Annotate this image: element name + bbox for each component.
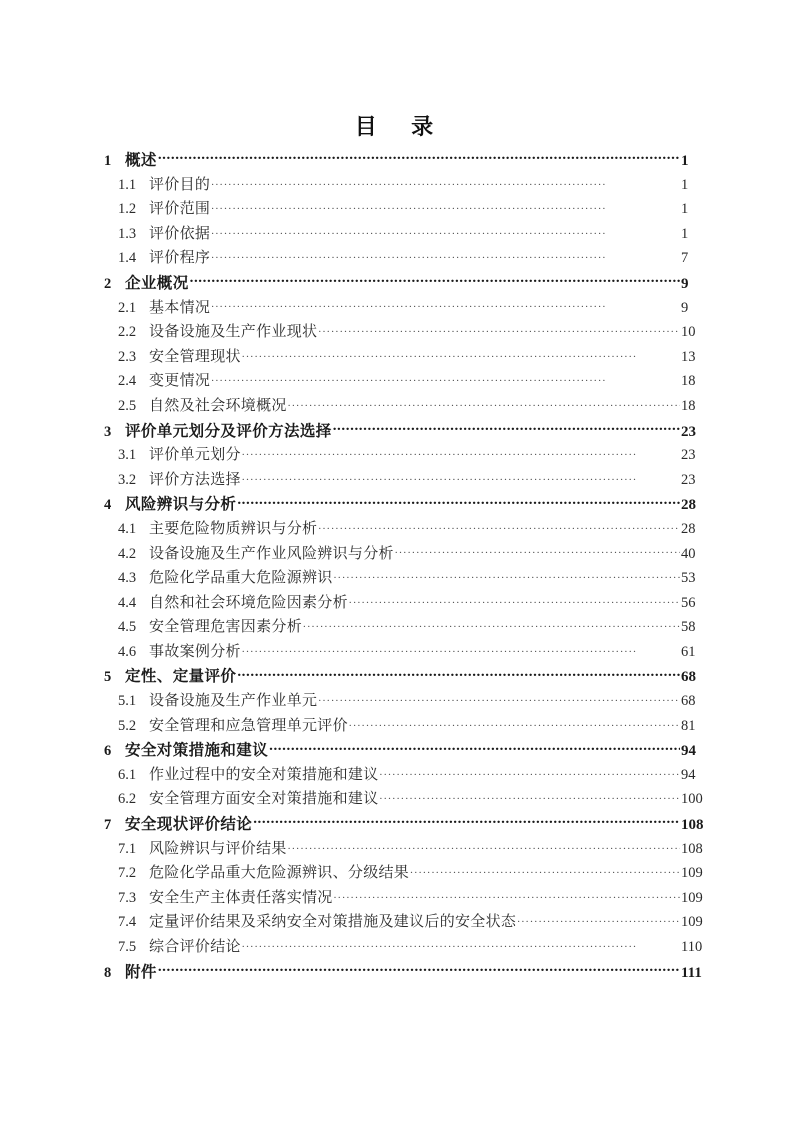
toc-entry[interactable] <box>104 935 707 960</box>
toc-entry-page-number: 23 <box>681 447 696 464</box>
toc-entry[interactable] <box>104 837 707 862</box>
toc-entry-number: 1.1 <box>118 176 137 193</box>
toc-entry[interactable] <box>104 738 707 763</box>
toc-dot-leader <box>242 936 680 951</box>
toc-entry-label: 危险化学品重大危险源辨识 <box>149 570 333 587</box>
toc-entry-number: 7.1 <box>118 840 137 857</box>
toc-dot-leader <box>288 395 680 410</box>
toc-entry-number: 4.5 <box>118 619 137 636</box>
toc-entry-label: 设备设施及生产作业风险辨识与分析 <box>149 545 394 562</box>
toc-entry-number: 2.4 <box>118 373 137 390</box>
toc-entry-page-number: 9 <box>681 275 689 292</box>
toc-entry-number: 2.3 <box>118 348 137 365</box>
toc-dot-leader <box>190 272 680 288</box>
toc-entry[interactable] <box>104 960 707 985</box>
toc-dot-leader <box>334 887 680 902</box>
toc-entry-page-number: 100 <box>681 791 703 808</box>
toc-entry[interactable] <box>104 542 707 567</box>
toc-dot-leader <box>288 838 680 853</box>
toc-dot-leader <box>318 518 680 533</box>
toc-entry-page-number: 81 <box>681 717 696 734</box>
toc-entry-page-number: 1 <box>681 201 689 218</box>
toc-entry[interactable] <box>104 296 707 321</box>
toc-entry-label: 安全生产主体责任落实情况 <box>149 889 333 906</box>
toc-entry-page-number: 109 <box>681 889 703 906</box>
toc-entry[interactable] <box>104 812 707 837</box>
toc-entry-number: 5.2 <box>118 717 137 734</box>
toc-entry-number: 3 <box>104 423 112 440</box>
toc-dot-leader <box>211 297 680 312</box>
toc-entry-number: 4.6 <box>118 643 137 660</box>
toc-entry-number: 1.4 <box>118 250 137 267</box>
toc-entry-label: 安全管理和应急管理单元评价 <box>149 717 348 734</box>
toc-entry-label: 安全管理现状 <box>149 348 241 365</box>
toc-entry-label: 风险辨识与分析 <box>125 496 237 514</box>
toc-entry-page-number: 110 <box>681 939 703 955</box>
toc-entry-number: 2.5 <box>118 397 137 414</box>
toc-entry-number: 3.1 <box>118 447 137 464</box>
toc-entry-label: 事故案例分析 <box>149 643 241 660</box>
toc-entry-label: 评价程序 <box>149 250 211 267</box>
toc-dot-leader <box>517 911 680 926</box>
toc-entry-number: 6 <box>104 743 112 760</box>
toc-dot-leader <box>253 814 680 830</box>
toc-entry-label: 安全管理危害因素分析 <box>149 619 303 636</box>
toc-entry-number: 4.3 <box>118 570 137 587</box>
toc-dot-leader <box>242 444 680 459</box>
toc-entry-page-number: 111 <box>681 964 702 981</box>
toc-entry-label: 评价单元划分 <box>149 447 241 464</box>
toc-entry-label: 评价方法选择 <box>149 471 241 488</box>
toc-entry[interactable] <box>104 664 707 689</box>
toc-dot-leader <box>211 223 680 238</box>
toc-entry-page-number: 7 <box>681 250 689 267</box>
toc-dot-leader <box>349 715 680 730</box>
toc-entry-page-number: 94 <box>681 766 696 783</box>
toc-entry-label: 安全现状评价结论 <box>125 816 253 834</box>
toc-dot-leader <box>410 862 680 877</box>
toc-entry-number: 5.1 <box>118 693 137 710</box>
toc-entry-page-number: 108 <box>681 840 703 857</box>
toc-entry[interactable] <box>104 640 707 665</box>
toc-entry-number: 1.3 <box>118 225 137 242</box>
toc-entry-number: 1.2 <box>118 201 137 218</box>
toc-entry-label: 评价范围 <box>149 201 211 218</box>
toc-dot-leader <box>158 150 680 166</box>
toc-entry-page-number: 68 <box>681 693 696 710</box>
toc-entry-page-number: 28 <box>681 520 696 537</box>
toc-entry-label: 附件 <box>125 963 157 981</box>
toc-entry[interactable] <box>104 369 707 394</box>
toc-dot-leader <box>211 247 680 262</box>
toc-entry-page-number: 13 <box>681 348 696 365</box>
toc-dot-leader <box>303 616 680 631</box>
toc-entry[interactable] <box>104 197 707 222</box>
toc-entry[interactable] <box>104 763 707 788</box>
toc-entry[interactable] <box>104 271 707 296</box>
toc-entry[interactable] <box>104 787 707 812</box>
toc-entry[interactable] <box>104 689 707 714</box>
toc-entry[interactable] <box>104 394 707 419</box>
toc-entry-number: 7.3 <box>118 889 137 906</box>
toc-entry-page-number: 23 <box>681 471 696 488</box>
toc-dot-leader <box>269 740 680 756</box>
toc-entry-number: 8 <box>104 964 112 981</box>
toc-entry-number: 7 <box>104 817 112 834</box>
toc-entry-label: 评价单元划分及评价方法选择 <box>125 422 332 440</box>
toc-entry[interactable] <box>104 443 707 468</box>
toc-entry-label: 自然和社会环境危险因素分析 <box>149 594 348 611</box>
toc-entry-label: 评价目的 <box>149 176 211 193</box>
toc-entry[interactable] <box>104 246 707 271</box>
toc-dot-leader <box>237 666 680 682</box>
toc-entry[interactable] <box>104 222 707 247</box>
toc-entry-page-number: 18 <box>681 373 696 390</box>
toc-entry-number: 6.1 <box>118 766 137 783</box>
toc-dot-leader <box>242 469 680 484</box>
toc-entry-number: 6.2 <box>118 791 137 808</box>
toc-entry-label: 危险化学品重大危险源辨识、分级结果 <box>149 865 410 882</box>
toc-entry-page-number: 58 <box>681 619 696 636</box>
toc-entry-number: 4.4 <box>118 594 137 611</box>
toc-entry[interactable] <box>104 148 707 173</box>
table-of-contents <box>0 148 794 984</box>
toc-dot-leader <box>318 690 680 705</box>
toc-entry-page-number: 10 <box>681 324 696 341</box>
toc-entry-label: 定量评价结果及采纳安全对策措施及建议后的安全状态 <box>149 914 517 931</box>
toc-dot-leader <box>333 420 680 436</box>
toc-entry-label: 评价依据 <box>149 225 211 242</box>
toc-entry-number: 1 <box>104 153 112 169</box>
toc-entry[interactable] <box>104 345 707 370</box>
toc-entry-number: 4.1 <box>118 520 137 537</box>
toc-dot-leader <box>334 567 680 582</box>
toc-entry-page-number: 109 <box>681 865 703 882</box>
toc-dot-leader <box>211 198 680 213</box>
toc-dot-leader <box>237 494 680 510</box>
toc-entry-page-number: 61 <box>681 643 696 660</box>
toc-entry-label: 安全对策措施和建议 <box>125 742 269 760</box>
toc-entry-label: 自然及社会环境概况 <box>149 397 287 414</box>
toc-dot-leader <box>380 788 680 803</box>
toc-entry[interactable] <box>104 714 707 739</box>
toc-entry-label: 风险辨识与评价结果 <box>149 840 287 857</box>
toc-entry-label: 变更情况 <box>149 373 211 390</box>
toc-entry-page-number: 53 <box>681 570 696 587</box>
toc-entry-page-number: 108 <box>681 817 704 834</box>
toc-dot-leader <box>380 764 680 779</box>
toc-entry[interactable] <box>104 886 707 911</box>
toc-dot-leader <box>318 321 680 336</box>
toc-entry-page-number: 23 <box>681 423 696 440</box>
toc-entry-number: 3.2 <box>118 471 137 488</box>
toc-entry-page-number: 94 <box>681 743 696 760</box>
toc-entry-page-number: 1 <box>681 176 689 193</box>
toc-entry-page-number: 18 <box>681 397 696 414</box>
toc-entry[interactable] <box>104 615 707 640</box>
toc-entry[interactable] <box>104 591 707 616</box>
toc-entry[interactable] <box>104 492 707 517</box>
toc-entry-label: 设备设施及生产作业单元 <box>149 693 318 710</box>
toc-entry-number: 7.2 <box>118 865 137 882</box>
toc-entry-page-number: 56 <box>681 594 696 611</box>
toc-entry-number: 5 <box>104 669 112 686</box>
toc-entry-label: 综合评价结论 <box>149 939 241 955</box>
toc-entry-label: 设备设施及生产作业现状 <box>149 324 318 341</box>
toc-entry[interactable] <box>104 468 707 493</box>
toc-dot-leader <box>158 961 680 977</box>
page-title: 目 录 <box>354 114 440 139</box>
toc-entry-label: 概述 <box>125 152 157 169</box>
toc-entry[interactable] <box>104 910 707 935</box>
toc-entry[interactable] <box>104 173 707 198</box>
toc-entry-number: 2.1 <box>118 299 137 316</box>
toc-entry-page-number: 68 <box>681 669 696 686</box>
toc-entry-number: 7.4 <box>118 914 137 931</box>
toc-entry[interactable] <box>104 320 707 345</box>
toc-dot-leader <box>242 346 680 361</box>
toc-entry-number: 7.5 <box>118 939 137 955</box>
toc-entry-page-number: 9 <box>681 299 689 316</box>
toc-entry-label: 主要危险物质辨识与分析 <box>149 520 318 537</box>
toc-entry[interactable] <box>104 419 707 444</box>
toc-entry-label: 定性、定量评价 <box>125 668 237 686</box>
toc-entry-page-number: 1 <box>681 153 689 169</box>
toc-entry-number: 4 <box>104 497 112 514</box>
toc-dot-leader <box>242 641 680 656</box>
toc-entry-label: 安全管理方面安全对策措施和建议 <box>149 791 379 808</box>
toc-entry-page-number: 109 <box>681 914 703 931</box>
toc-entry-label: 基本情况 <box>149 299 211 316</box>
toc-entry-page-number: 28 <box>681 497 696 514</box>
toc-dot-leader <box>349 592 680 607</box>
toc-entry[interactable] <box>104 566 707 591</box>
toc-dot-leader <box>395 543 680 558</box>
toc-entry-number: 2 <box>104 275 112 292</box>
toc-entry-label: 作业过程中的安全对策措施和建议 <box>149 766 379 783</box>
toc-entry-number: 4.2 <box>118 545 137 562</box>
toc-entry-label: 企业概况 <box>125 274 189 292</box>
toc-entry-page-number: 40 <box>681 545 696 562</box>
toc-dot-leader <box>211 370 680 385</box>
toc-entry[interactable] <box>104 517 707 542</box>
toc-entry[interactable] <box>104 861 707 886</box>
toc-dot-leader <box>211 174 680 189</box>
toc-entry-page-number: 1 <box>681 225 689 242</box>
toc-entry-number: 2.2 <box>118 324 137 341</box>
